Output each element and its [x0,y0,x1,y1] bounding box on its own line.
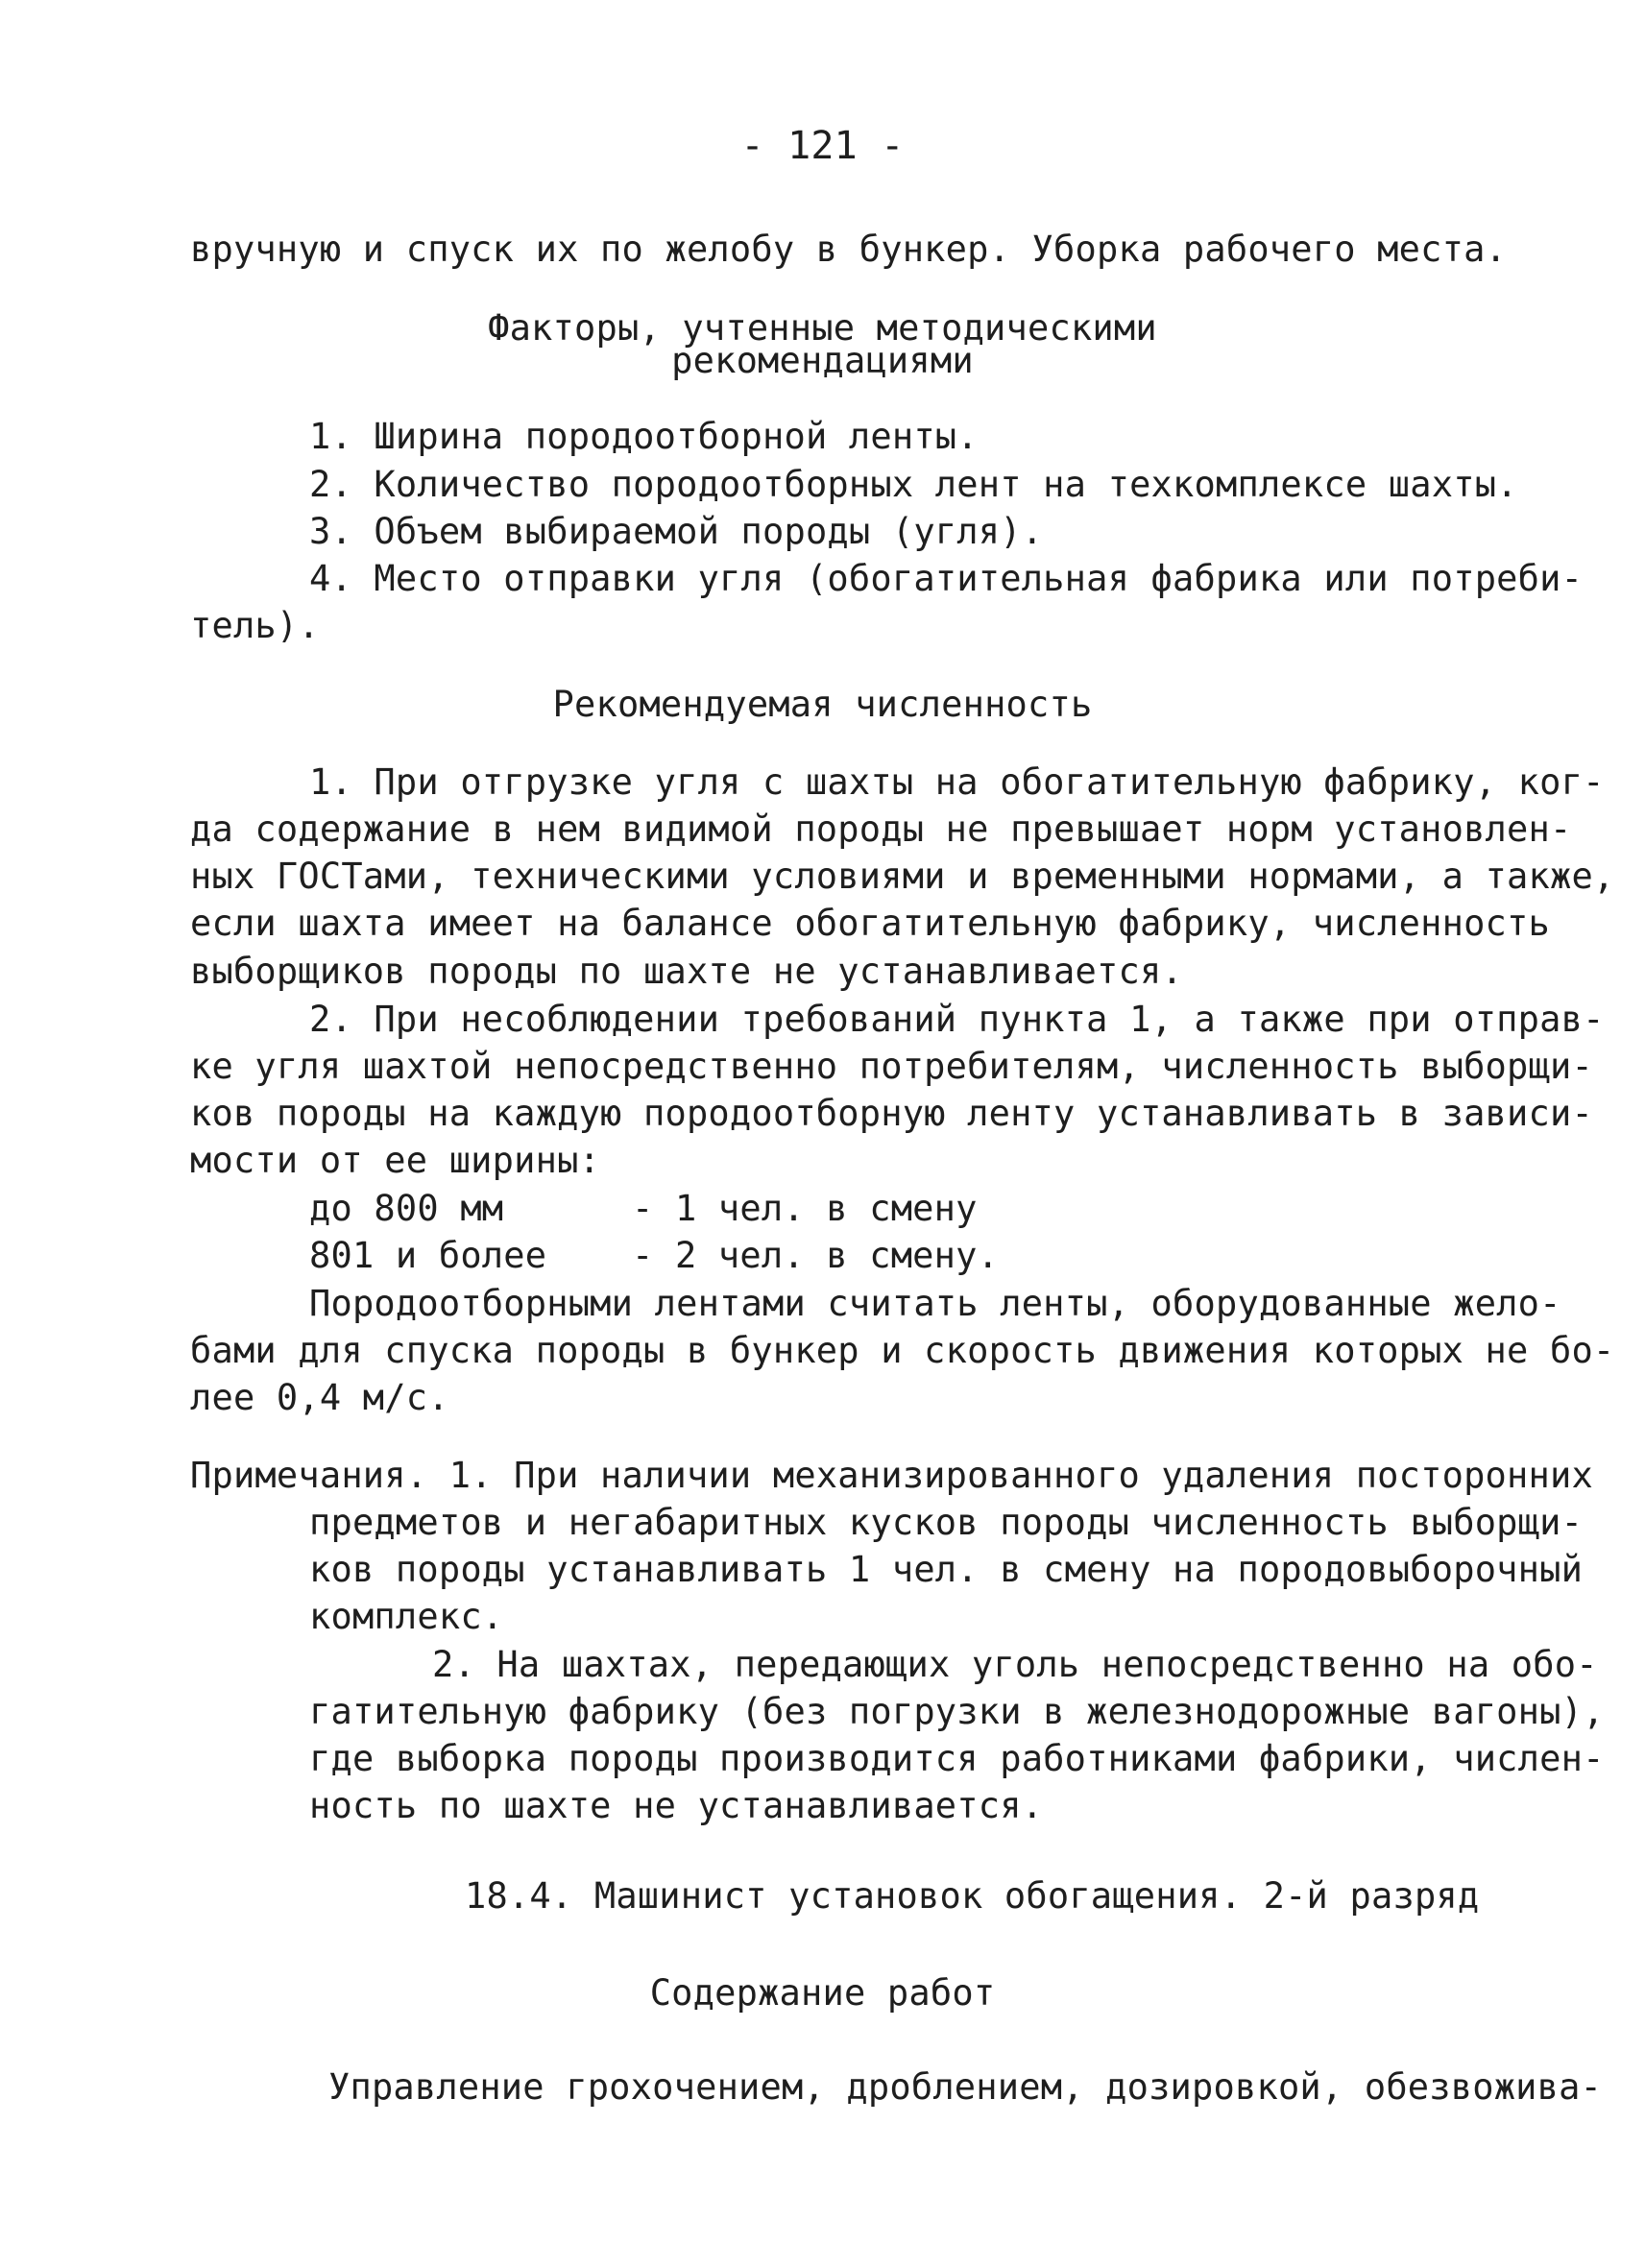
notes-line: комплекс. [309,1596,504,1637]
width-range: 801 и более [309,1235,547,1276]
factors-heading-line1: Факторы, учтенные методическими [488,307,1157,349]
recommended-line: ков породы на каждую породоотборную ленту устанавливать в зависи- [190,1093,1593,1134]
notes-line: Примечания. 1. При наличии механизированного удаления посторонних [190,1455,1593,1496]
section-title: 18.4. Машинист установок обогащения. 2-й разряд [465,1875,1480,1917]
factor-item: 1. Ширина породоотборной ленты. [309,416,979,457]
notes-line: 2. На шахтах, передающих уголь непосредственно на обо- [432,1644,1598,1685]
factor-item: 2. Количество породоотборных лент на техкомплексе шахты. [309,464,1518,505]
definition-line: Породоотборными лентами считать ленты, оборудованные жело- [309,1283,1561,1324]
recommended-line: 1. При отгрузке угля с шахты на обогатительную фабрику, ког- [309,761,1605,803]
content-first-line: Управление грохочением, дроблением, дозировкой, обезвожива- [328,2066,1603,2108]
recommended-heading: Рекомендуемая численность [552,684,1093,725]
notes-line: гатительную фабрику (без погрузки в железнодорожные вагоны), [309,1691,1605,1732]
intro-line: вручную и спуск их по желобу в бункер. Уборка рабочего места. [190,229,1508,270]
width-count: - 1 чел. в смену [632,1188,978,1229]
definition-line: бами для спуска породы в бункер и скорость движения которых не бо- [190,1330,1615,1371]
recommended-line: 2. При несоблюдении требований пункта 1, а также при отправ- [309,999,1605,1040]
notes-line: где выборка породы производится работниками фабрики, числен- [309,1738,1605,1779]
factors-heading-line2: рекомендациями [671,340,974,381]
notes-line: предметов и негабаритных кусков породы численность выборщи- [309,1502,1584,1543]
width-range: до 800 мм [309,1188,504,1229]
width-count: - 2 чел. в смену. [632,1235,1000,1276]
page-number: - 121 - [740,124,905,168]
recommended-line: да содержание в нем видимой породы не превышает норм установлен- [190,808,1572,850]
recommended-line: если шахта имеет на балансе обогатительную фабрику, численность [190,903,1550,944]
recommended-line: ке угля шахтой непосредственно потребителям, численность выборщи- [190,1046,1593,1087]
notes-line: ков породы устанавливать 1 чел. в смену на породовыборочный [309,1549,1584,1590]
factor-item: 3. Объем выбираемой породы (угля). [309,511,1044,552]
definition-line: лее 0,4 м/с. [190,1377,449,1418]
content-heading: Содержание работ [649,1972,996,2014]
notes-line: ность по шахте не устанавливается. [309,1785,1044,1826]
factor-item: 4. Место отправки угля (обогатительная фабрика или потреби- [309,558,1584,599]
recommended-line: ных ГОСТами, техническими условиями и временными нормами, а также, [190,856,1615,897]
factor-item: тель). [190,605,320,646]
recommended-line: мости от ее ширины: [190,1140,601,1181]
recommended-line: выборщиков породы по шахте не устанавливается. [190,951,1183,992]
